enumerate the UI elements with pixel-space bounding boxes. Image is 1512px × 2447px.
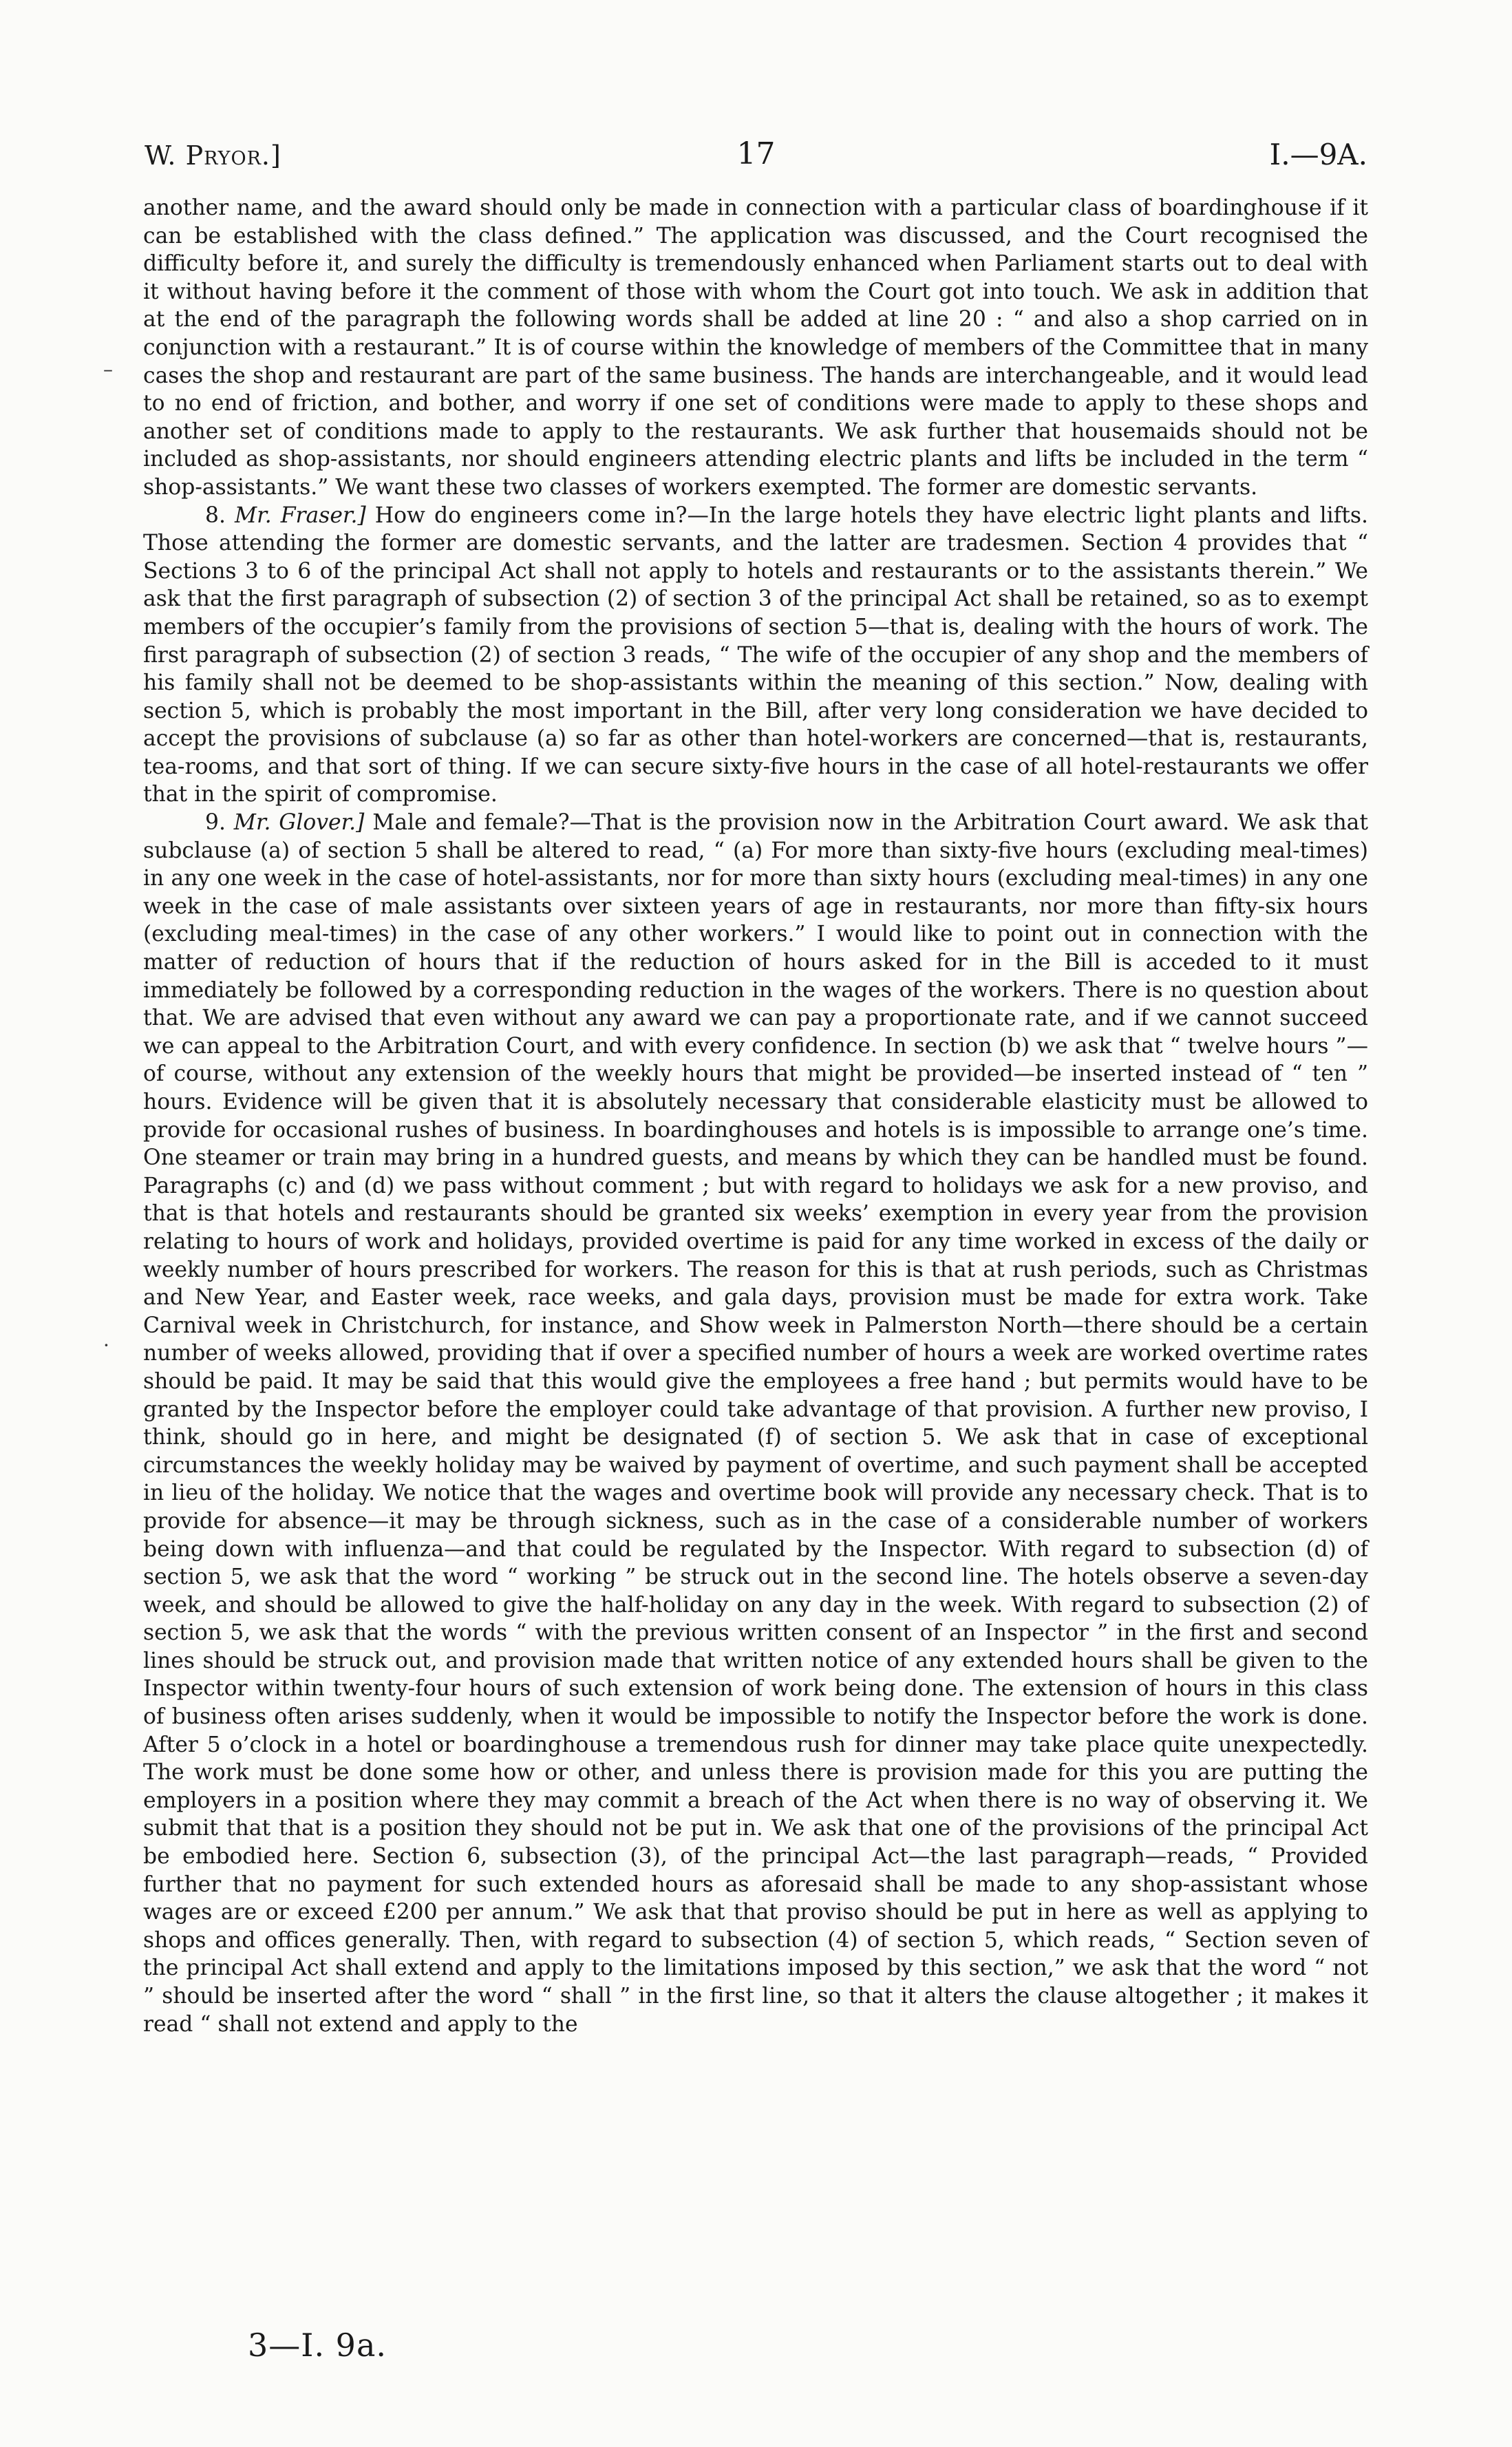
paragraph-text: Male and female?—That is the provision now in the Arbitration Court award. We ask that subclause (a) of section 5 shall be altered to read, “ (a) For more than sixty-five hours (excluding meal-times) in any one week in the case of hotel-assistants, nor for more than sixty hours (excluding meal-times) in any one week in the case of male assistants over sixteen years of age in restaurants, nor more than fifty-six hours (excluding meal-times) in the case of any other workers.” I would like to point out in connection with the matter of reduction of hours that if the reduction of hours asked for in the Bill is acceded to it must immediately be followed by a corresponding reduction in the wages of the workers. There is no question about that. We are advised that even without any award we can pay a proportionate rate, and if we cannot succeed we can appeal to the Arbitration Court, and with every confidence. In section (b) we ask that “ twelve hours ”—of course, without any extension of the weekly hours that might be provided—be inserted instead of “ ten ” hours. Evidence will be given that it is absolutely necessary that considerable elasticity must be allowed to provide for occasional rushes of business. In boardinghouses and hotels is is impossible to arrange one’s time. One steamer or train may bring in a hundred guests, and means by which they can be handled must be found. Paragraphs (c) and (d) we pass without comment ; but with regard to holidays we ask for a new proviso, and that is that hotels and restaurants should be granted six weeks’ exemption in every year from the provision relating to hours of work and holidays, provided overtime is paid for any time worked in excess of the daily or weekly number of hours prescribed for workers. The reason for this is that at rush periods, such as Christmas and New Year, and Easter week, race weeks, and gala days, provision must be made for extra work. Take Carnival week in Christchurch, for instance, and Show week in Palmerston North—there should be a certain number of weeks allowed, providing that if over a specified number of hours a week are worked overtime rates should be paid. It may be said that this would give the employees a free hand ; but permits would have to be granted by the Inspector before the employer could take advantage of that provision. A further new proviso, I think, should go in here, and might be designated (f) of section 5. We ask that in case of exceptional circumstances the weekly holiday may be waived by payment of overtime, and such payment shall be accepted in lieu of the holiday. We notice that the wages and overtime book will provide any necessary check. That is to provide for absence—it may be through sickness, such as in the case of a considerable number of workers being down with influenza—and that could be regulated by the Inspector. With regard to subsection (d) of section 5, we ask that the word “ working ” be struck out in the second line. The hotels observe a seven-day week, and should be allowed to give the half-holiday on any day in the week. With regard to subsection (2) of section 5, we ask that the words “ with the previous written consent of an Inspector ” in the first and second lines should be struck out, and provision made that written notice of any extended hours shall be given to the Inspector within twenty-four hours of such extension of work being done. The extension of hours in this class of business often arises suddenly, when it would be impossible to notify the Inspector before the work is done. After 5 o’clock in a hotel or boardinghouse a tremendous rush for dinner may take place quite unexpectedly. The work must be done some how or other, and unless there is provision made for this you are putting the employers in a position where they may commit a breach of the Act when there is no way of observing it. We submit that that is a position they should not be put in. We ask that one of the provisions of the principal Act be embodied here. Section 6, subsection (3), of the principal Act—the last paragraph—reads, “ Provided further that no payment for such extended hours as aforesaid shall be made to any shop-assistant whose wages are or exceed £200 per annum.” We ask that that proviso should be put in here as well as applying to shops and offices generally. Then, with regard to subsection (4) of section 5, which reads, “ Section seven of the principal Act shall extend and apply to the limitations imposed by this section,” we ask that the word “ not ” should be inserted after the word “ shall ” in the first line, so that it alters the clause altogether ; it makes it read “ shall not extend and apply to the [143,810,1369,2037]
paragraph-continuation [143,194,1368,502]
page-number: 17 [736,136,776,171]
body-text [143,194,1368,2038]
header-witness-name: W. Pryor.] [145,140,281,171]
speaker-name: Mr. Glover.] [233,810,365,836]
signature-mark: 3—I. 9a. [248,2327,387,2364]
paper-reference: I.—9A. [1269,138,1367,171]
running-header [145,136,1367,178]
margin-dash-mark: – [103,358,113,381]
paragraph-number: 9. [205,810,226,836]
paragraph-question-9 [143,809,1368,2038]
paragraph-text: How do engineers come in?—In the large hotels they have electric light plants and lifts. Those attending the former are domestic servants, and the latter are tradesmen. Section 4 provides that “ Sections 3 to 6 of the principal Act shall not apply to hotels and restaurants or to the assistants therein.” We ask that the first paragraph of subsection (2) of section 3 of the principal Act shall be retained, so as to exempt members of the occupier’s family from the provisions of section 5—that is, dealing with the hours of work. The first paragraph of subsection (2) of section 3 reads, “ The wife of the occupier of any shop and the members of his family shall not be deemed to be shop-assistants within the meaning of this section.” Now, dealing with section 5, which is probably the most important in the Bill, after very long consideration we have decided to accept the provisions of subclause (a) so far as other than hotel-workers are concerned—that is, restaurants, tea-rooms, and that sort of thing. If we can secure sixty-five hours in the case of all hotel-restaurants we offer that in the spirit of compromise. [143,502,1368,807]
paragraph-text: another name, and the award should only be made in connection with a particular class of boardinghouse if it can be established with the class defined.” The application was discussed, and the Court recognised the difficulty before it, and surely the difficulty is tremendously enhanced when Parliament starts out to deal with it without having before it the comment of those with whom the Court got into touch. We ask in addition that at the end of the paragraph the following words shall be added at line 20 : “ and also a shop carried on in conjunction with a restaurant.” It is of course within the knowledge of members of the Committee that in many cases the shop and restaurant are part of the same business. The hands are interchangeable, and it would lead to no end of friction, and bother, and worry if one set of conditions were made to apply to these shops and another set of conditions made to apply to the restaurants. We ask further that housemaids should not be included as shop-assistants, nor should engineers attending electric plants and lifts be included in the term “ shop-assistants.” We want these two classes of workers exempted. The former are domestic servants. [143,195,1368,500]
paragraph-question-8 [143,502,1368,809]
paragraph-number: 8. [205,502,226,528]
margin-tick-mark: · [103,1334,109,1357]
speaker-name: Mr. Fraser.] [235,502,366,528]
